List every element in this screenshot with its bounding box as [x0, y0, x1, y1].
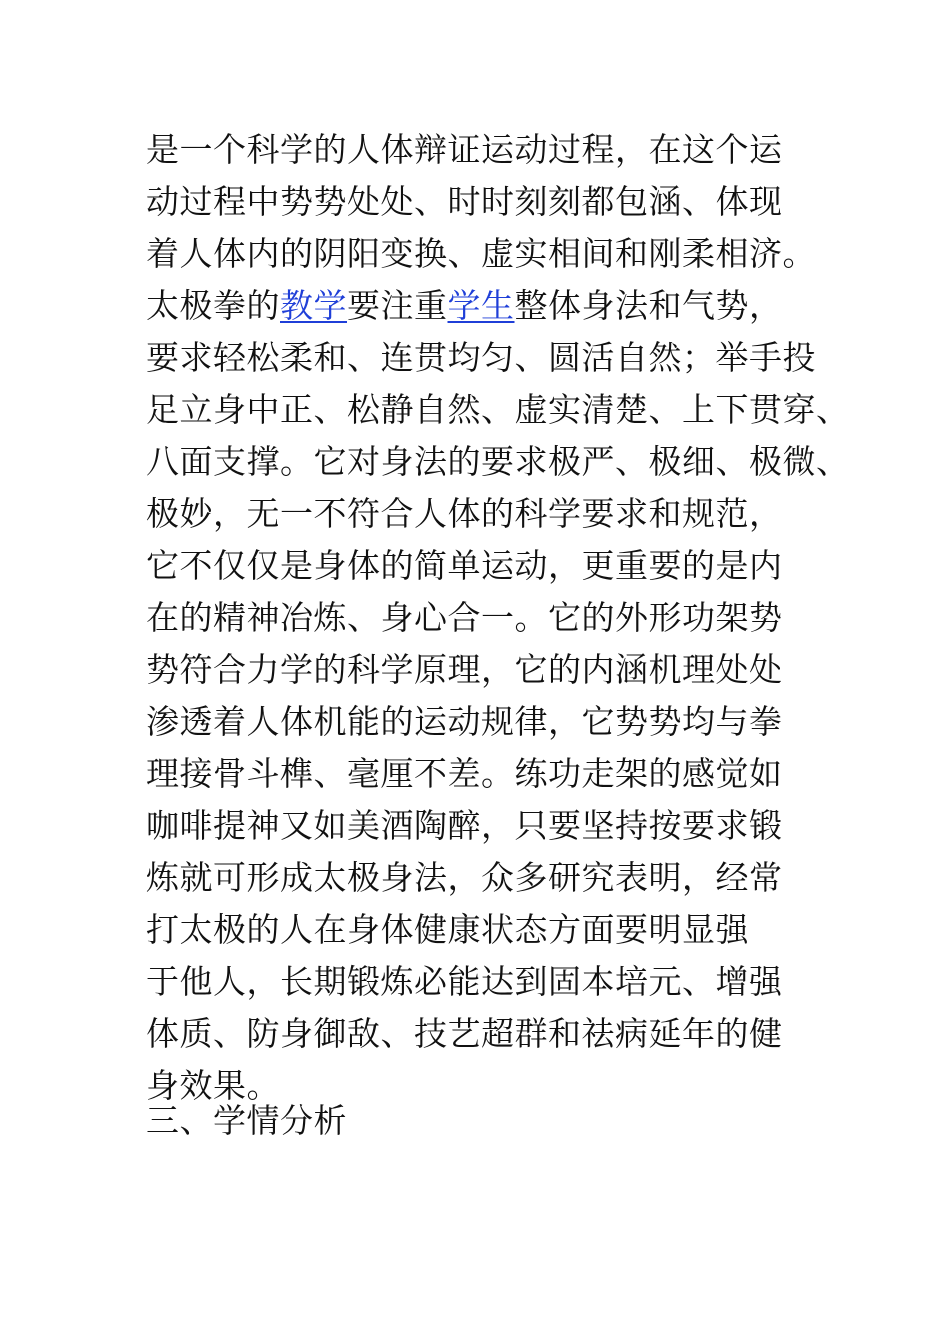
text-line: 八面支撑。它对身法的要求极严、极细、极微、	[146, 442, 850, 481]
text-line: 要求轻松柔和、连贯均匀、圆活自然；举手投	[146, 338, 816, 377]
text-line: 炼就可形成太极身法，众多研究表明，经常	[146, 858, 783, 897]
text-line: 理接骨斗榫、毫厘不差。练功走架的感觉如	[146, 754, 783, 793]
text-segment: 整体身法和气势，	[514, 286, 783, 325]
text-line: 它不仅仅是身体的简单运动，更重要的是内	[146, 546, 783, 585]
text-line: 势符合力学的科学原理，它的内涵机理处处	[146, 650, 783, 689]
text-line: 于他人，长期锻炼必能达到固本培元、增强	[146, 962, 783, 1001]
text-segment: 要注重	[347, 286, 448, 325]
teaching-link[interactable]: 教学	[280, 286, 347, 325]
text-line: 在的精神冶炼、身心合一。它的外形功架势	[146, 598, 783, 637]
student-link[interactable]: 学生	[447, 286, 515, 325]
text-line: 足立身中正、松静自然、虚实清楚、上下贯穿、	[146, 390, 850, 429]
text-line: 着人体内的阴阳变换、虚实相间和刚柔相济。	[146, 234, 816, 273]
text-line-with-links	[146, 280, 846, 332]
text-line: 体质、防身御敌、技艺超群和祛病延年的健	[146, 1014, 783, 1053]
text-line: 渗透着人体机能的运动规律，它势势均与拳	[146, 702, 783, 741]
section-heading: 三、学情分析	[146, 1101, 347, 1140]
text-line: 身效果。	[146, 1066, 280, 1105]
body-paragraph	[146, 124, 850, 1112]
text-line: 咖啡提神又如美酒陶醉，只要坚持按要求锻	[146, 806, 783, 845]
text-segment: 太极拳的	[146, 286, 280, 325]
text-line: 极妙，无一不符合人体的科学要求和规范，	[146, 494, 783, 533]
text-line: 是一个科学的人体辩证运动过程，在这个运	[146, 130, 783, 169]
text-line: 打太极的人在身体健康状态方面要明显强	[146, 910, 749, 949]
text-line: 动过程中势势处处、时时刻刻都包涵、体现	[146, 182, 783, 221]
